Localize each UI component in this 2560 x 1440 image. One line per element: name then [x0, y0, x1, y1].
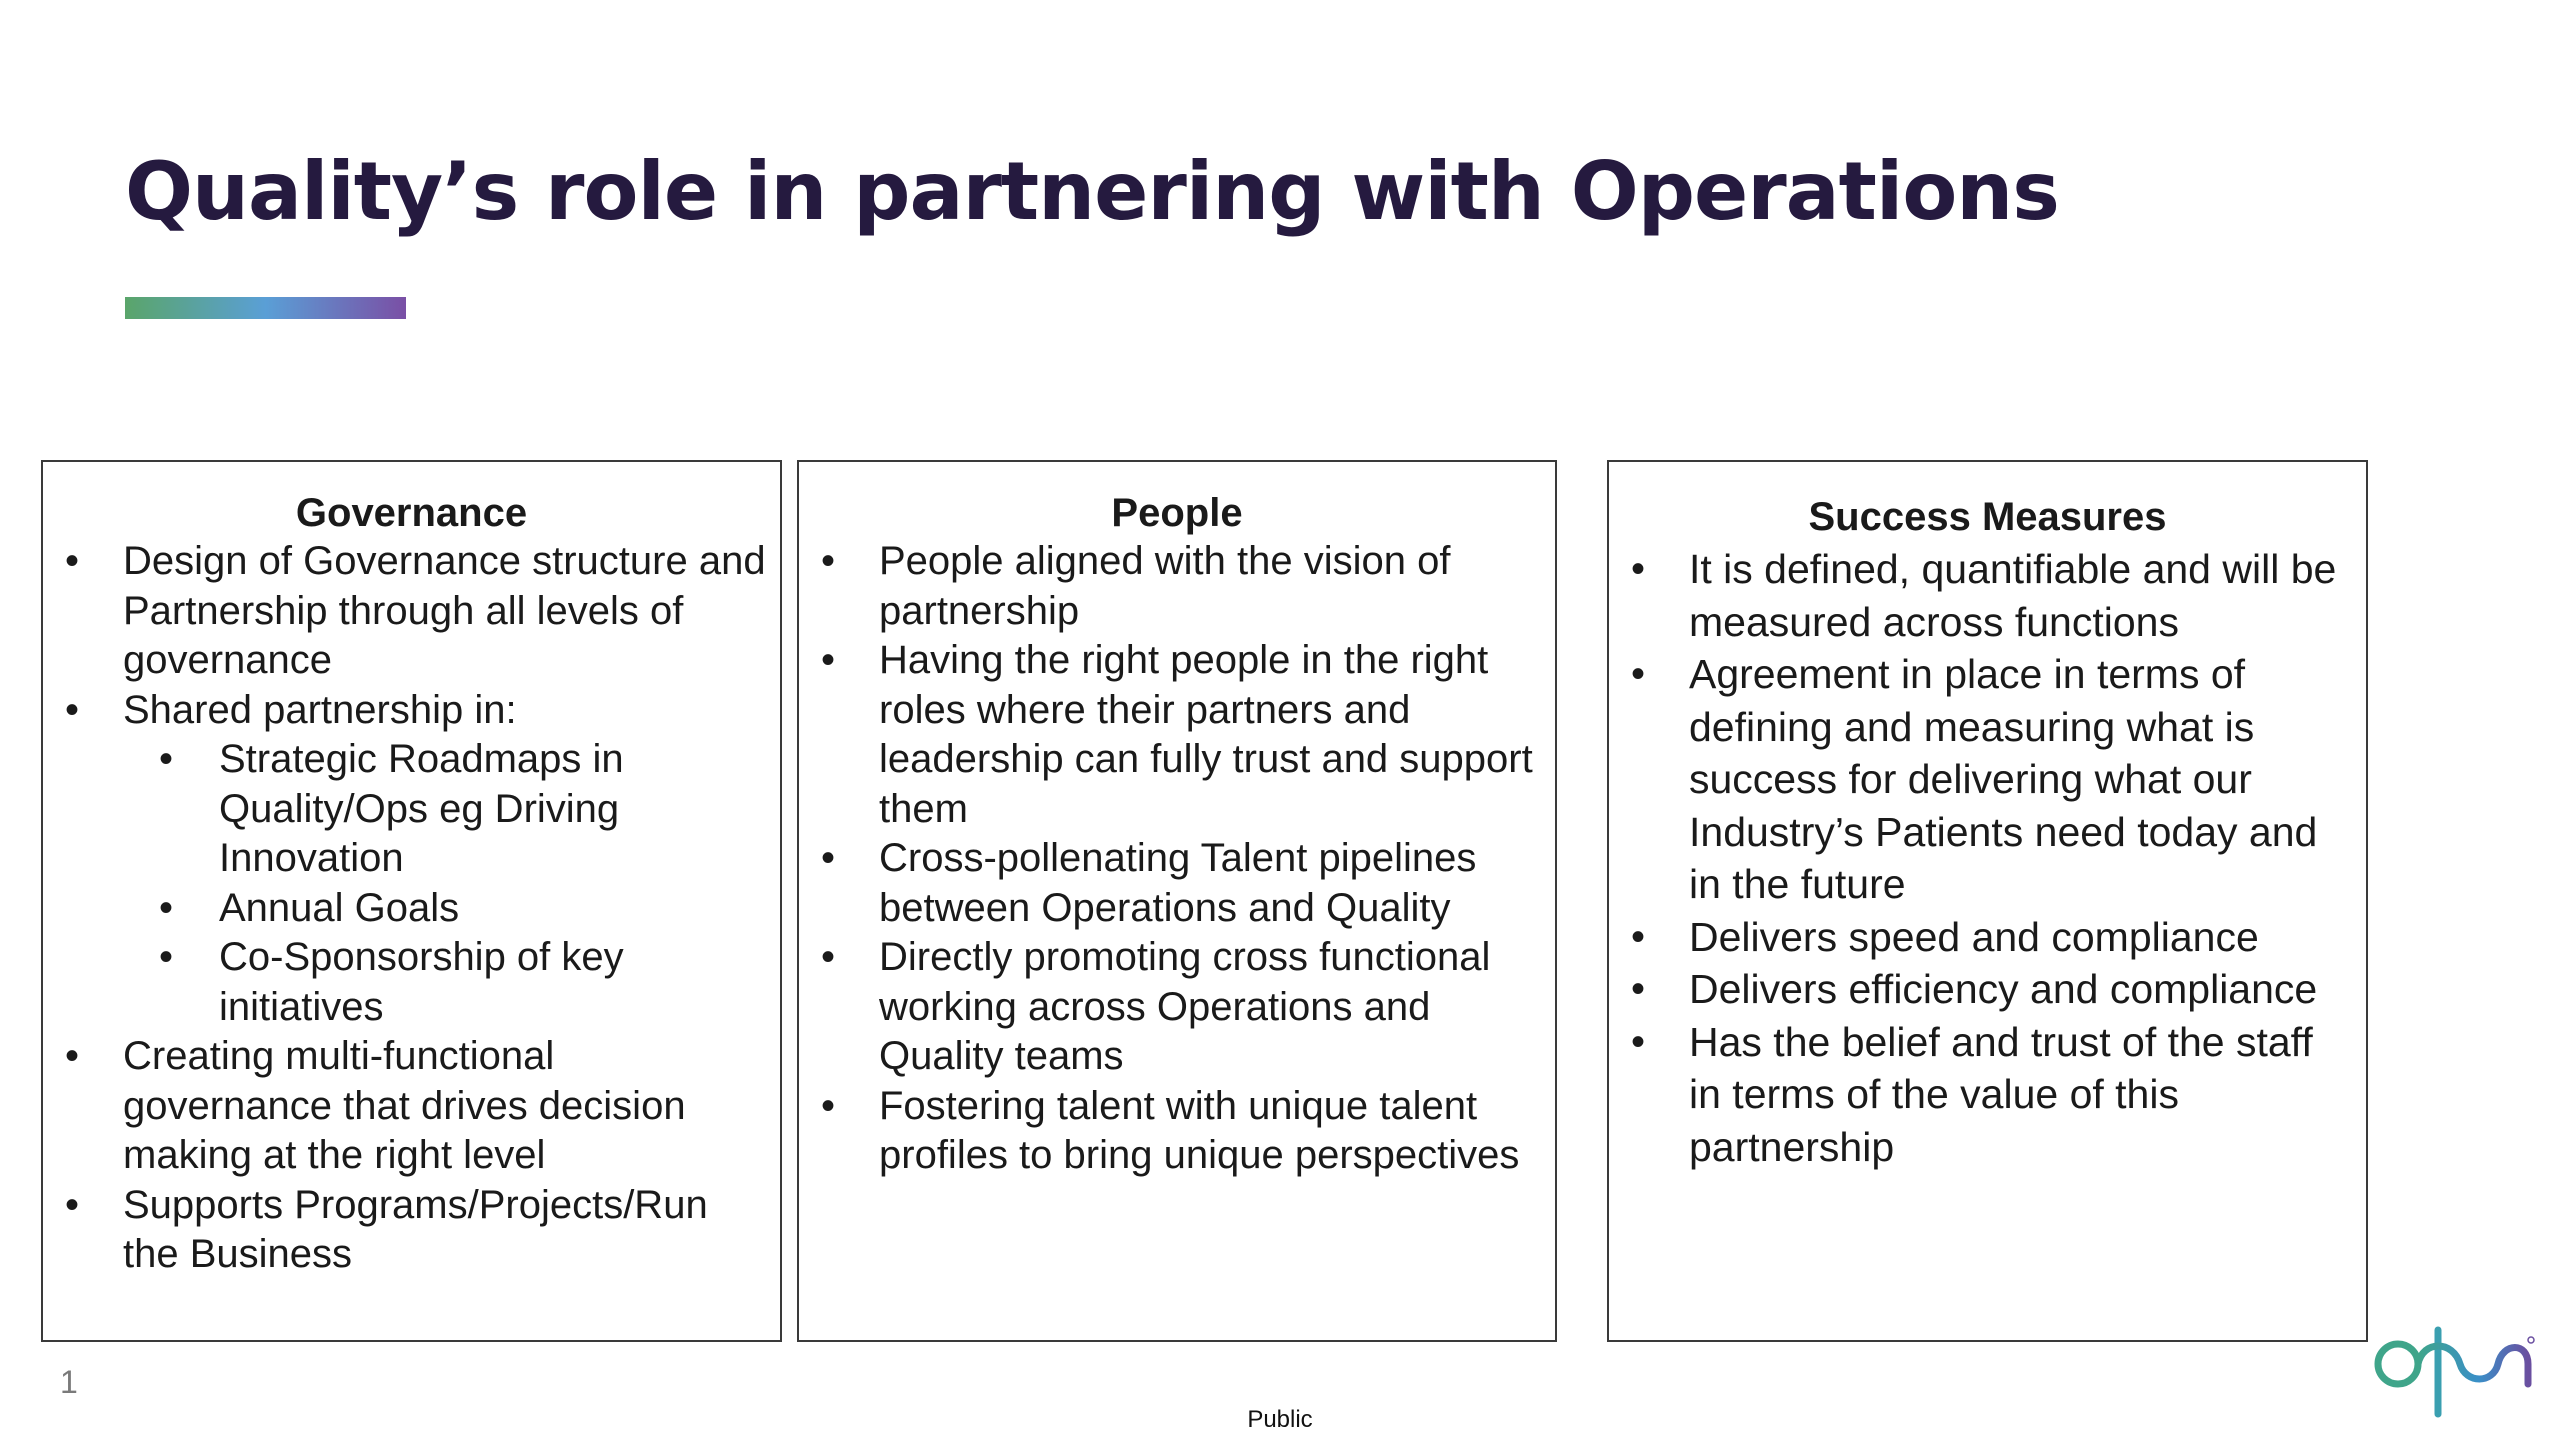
bullet-icon: •: [65, 1034, 80, 1078]
bullet-icon: •: [821, 1083, 836, 1128]
list-item: [799, 537, 1555, 636]
list-item: [1609, 648, 2366, 911]
list-item-text: Shared partnership in:: [123, 687, 517, 732]
list-item-text: People aligned with the vision of partnership: [879, 539, 1451, 633]
sub-list-item-text: Annual Goals: [219, 885, 460, 930]
bullet-icon: •: [159, 935, 174, 979]
bullet-icon: •: [159, 885, 174, 930]
list-item-text: Directly promoting cross functional working across Operations and Quality teams: [879, 935, 1491, 1078]
bullet-icon: •: [1631, 1019, 1646, 1064]
list-item-text: It is defined, quantifiable and will be measured across functions: [1689, 546, 2337, 645]
list-item-text: Creating multi-functional governance that drives decision making at the right level: [123, 1034, 686, 1177]
governance-sub-list: [123, 735, 770, 1032]
list-item-text: Delivers speed and compliance: [1689, 913, 2259, 960]
bullet-icon: •: [821, 638, 836, 682]
list-item-text: Supports Programs/Projects/Run the Business: [123, 1182, 708, 1276]
list-item-text: Agreement in place in terms of defining and measuring what is success for delivering what our Industry’s Patients need today and in the future: [1689, 651, 2318, 907]
success-measures-list: [1609, 543, 2366, 1173]
classification-label: Public: [1247, 1406, 1313, 1433]
bullet-icon: •: [65, 1182, 80, 1227]
list-item: [799, 834, 1555, 933]
sub-list-item: [123, 933, 770, 1032]
list-item-text: Design of Governance structure and Partnership through all levels of governance: [123, 539, 766, 682]
people-heading: People: [1111, 491, 1243, 535]
sub-list-item-text: Co-Sponsorship of key initiatives: [219, 935, 624, 1029]
bullet-icon: •: [1631, 914, 1646, 959]
bullet-icon: •: [65, 539, 80, 583]
company-logo-icon: [2368, 1312, 2538, 1422]
list-item: [43, 1032, 780, 1181]
bullet-icon: •: [821, 539, 836, 583]
governance-heading: Governance: [295, 491, 528, 535]
page-number: 1: [60, 1364, 78, 1400]
governance-box: [41, 460, 782, 1342]
list-item: [43, 686, 780, 1033]
bullet-icon: •: [821, 935, 836, 979]
list-item: [1609, 1016, 2366, 1174]
title-accent-bar: [125, 297, 406, 319]
bullet-icon: •: [1631, 652, 1646, 696]
governance-list: [43, 537, 780, 1280]
list-item-text: Has the belief and trust of the staff in terms of the value of this partnership: [1689, 1018, 2313, 1170]
list-item: [43, 1181, 780, 1280]
bullet-icon: •: [1631, 547, 1646, 591]
people-box: [797, 460, 1557, 1342]
bullet-icon: •: [1631, 967, 1646, 1011]
list-item-text: Having the right people in the right roles where their partners and leadership can fully trust and support them: [879, 638, 1533, 831]
sub-list-item: [123, 735, 770, 884]
list-item: [1609, 911, 2366, 964]
list-item: [799, 933, 1555, 1082]
slide-title: Quality’s role in partnering with Operations: [125, 145, 2059, 238]
list-item: [43, 537, 780, 686]
sub-list-item: [123, 884, 770, 934]
list-item: [799, 636, 1555, 834]
list-item-text: Delivers efficiency and compliance: [1689, 966, 2318, 1012]
bullet-icon: •: [159, 737, 174, 781]
bullet-icon: •: [65, 687, 80, 732]
list-item: [799, 1082, 1555, 1181]
sub-list-item-text: Strategic Roadmaps in Quality/Ops eg Driving Innovation: [219, 737, 624, 880]
list-item-text: Cross-pollenating Talent pipelines between Operations and Quality: [879, 836, 1477, 930]
list-item: [1609, 543, 2366, 648]
people-list: [799, 537, 1555, 1181]
success-measures-box: [1607, 460, 2368, 1342]
bullet-icon: •: [821, 836, 836, 880]
list-item-text: Fostering talent with unique talent profiles to bring unique perspectives: [879, 1083, 1520, 1177]
success-measures-heading: Success Measures: [1808, 495, 2167, 539]
list-item: [1609, 963, 2366, 1016]
